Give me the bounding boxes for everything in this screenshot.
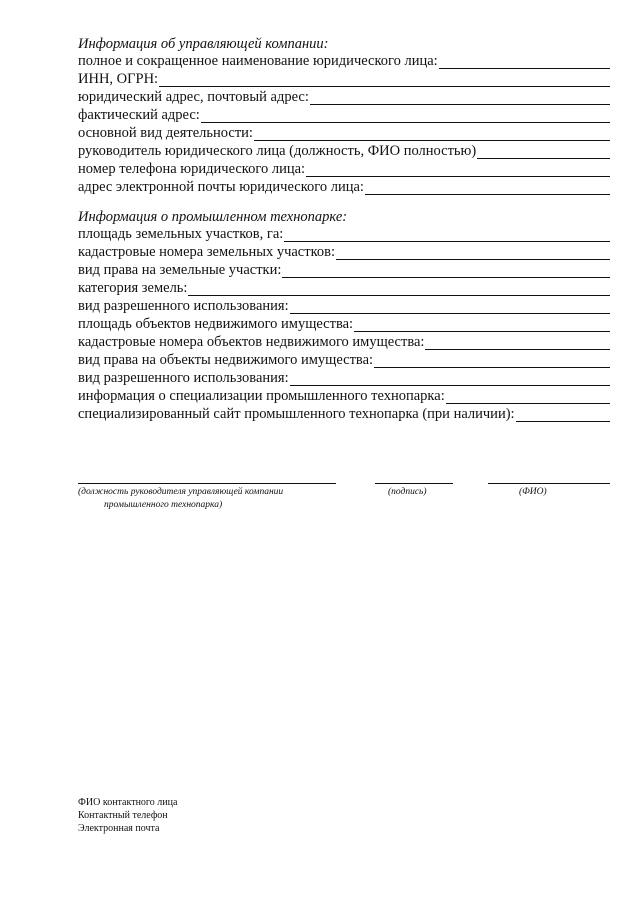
full-name-caption: (ФИО) xyxy=(519,487,547,497)
fill-line[interactable] xyxy=(282,263,610,278)
position-signature-line[interactable] xyxy=(78,483,336,484)
full-name-signature-line[interactable] xyxy=(488,483,610,484)
field-label: площадь земельных участков, га: xyxy=(78,226,284,242)
field-label: кадастровые номера объектов недвижимого имущества: xyxy=(78,334,425,350)
fill-line[interactable] xyxy=(516,407,610,422)
contact-name-label: ФИО контактного лица xyxy=(78,797,178,808)
field-label: категория земель: xyxy=(78,280,188,296)
field-label: фактический адрес: xyxy=(78,107,200,123)
fill-line[interactable] xyxy=(439,54,610,69)
fill-line[interactable] xyxy=(446,389,610,404)
field-label: основной вид деятельности: xyxy=(78,125,253,141)
specialization-field[interactable] xyxy=(78,386,610,404)
field-label: вид права на объекты недвижимого имущества: xyxy=(78,352,374,368)
land-category-field[interactable] xyxy=(78,278,610,296)
fill-line[interactable] xyxy=(188,281,610,296)
field-label: полное и сокращенное наименование юридического лица: xyxy=(78,53,438,69)
fill-line[interactable] xyxy=(310,90,610,105)
position-caption: (должность руководителя управляющей компании xyxy=(78,487,284,497)
field-label: вид права на земельные участки: xyxy=(78,262,282,278)
website-field[interactable] xyxy=(78,404,610,422)
property-use-field[interactable] xyxy=(78,368,610,386)
property-area-field[interactable] xyxy=(78,314,610,332)
company-activity-field[interactable] xyxy=(78,123,610,141)
fill-line[interactable] xyxy=(354,317,610,332)
field-label: юридический адрес, почтовый адрес: xyxy=(78,89,309,105)
technopark-info-heading: Информация о промышленном технопарке: xyxy=(78,209,348,225)
fill-line[interactable] xyxy=(290,299,610,314)
land-right-field[interactable] xyxy=(78,260,610,278)
field-label: номер телефона юридического лица: xyxy=(78,161,306,177)
land-use-field[interactable] xyxy=(78,296,610,314)
land-area-field[interactable] xyxy=(78,224,610,242)
position-caption-continued: промышленного технопарка) xyxy=(104,500,223,510)
field-label: вид разрешенного использования: xyxy=(78,370,289,386)
company-legal-address-field[interactable] xyxy=(78,87,610,105)
fill-line[interactable] xyxy=(159,72,610,87)
fill-line[interactable] xyxy=(425,335,610,350)
company-inn-ogrn-field[interactable] xyxy=(78,69,610,87)
signature-line[interactable] xyxy=(375,483,453,484)
land-cadastral-field[interactable] xyxy=(78,242,610,260)
property-right-field[interactable] xyxy=(78,350,610,368)
field-label: кадастровые номера земельных участков: xyxy=(78,244,336,260)
fill-line[interactable] xyxy=(290,371,610,386)
company-full-name-field[interactable] xyxy=(78,51,610,69)
fill-line[interactable] xyxy=(336,245,610,260)
company-email-field[interactable] xyxy=(78,177,610,195)
field-label: руководитель юридического лица (должность, ФИО полностью) xyxy=(78,143,477,159)
fill-line[interactable] xyxy=(374,353,610,368)
property-cadastral-field[interactable] xyxy=(78,332,610,350)
field-label: ИНН, ОГРН: xyxy=(78,71,159,87)
field-label: информация о специализации промышленного технопарка: xyxy=(78,388,445,404)
contact-email-label: Электронная почта xyxy=(78,823,160,834)
field-label: специализированный сайт промышленного технопарка (при наличии): xyxy=(78,406,515,422)
company-info-heading: Информация об управляющей компании: xyxy=(78,36,329,52)
field-label: вид разрешенного использования: xyxy=(78,298,289,314)
field-label: площадь объектов недвижимого имущества: xyxy=(78,316,354,332)
company-actual-address-field[interactable] xyxy=(78,105,610,123)
company-phone-field[interactable] xyxy=(78,159,610,177)
fill-line[interactable] xyxy=(477,144,610,159)
fill-line[interactable] xyxy=(306,162,610,177)
fill-line[interactable] xyxy=(254,126,610,141)
contact-phone-label: Контактный телефон xyxy=(78,810,168,821)
fill-line[interactable] xyxy=(201,108,610,123)
field-label: адрес электронной почты юридического лица: xyxy=(78,179,364,195)
signature-caption: (подпись) xyxy=(388,487,427,497)
fill-line[interactable] xyxy=(365,180,610,195)
fill-line[interactable] xyxy=(284,227,610,242)
company-head-field[interactable] xyxy=(78,141,610,159)
